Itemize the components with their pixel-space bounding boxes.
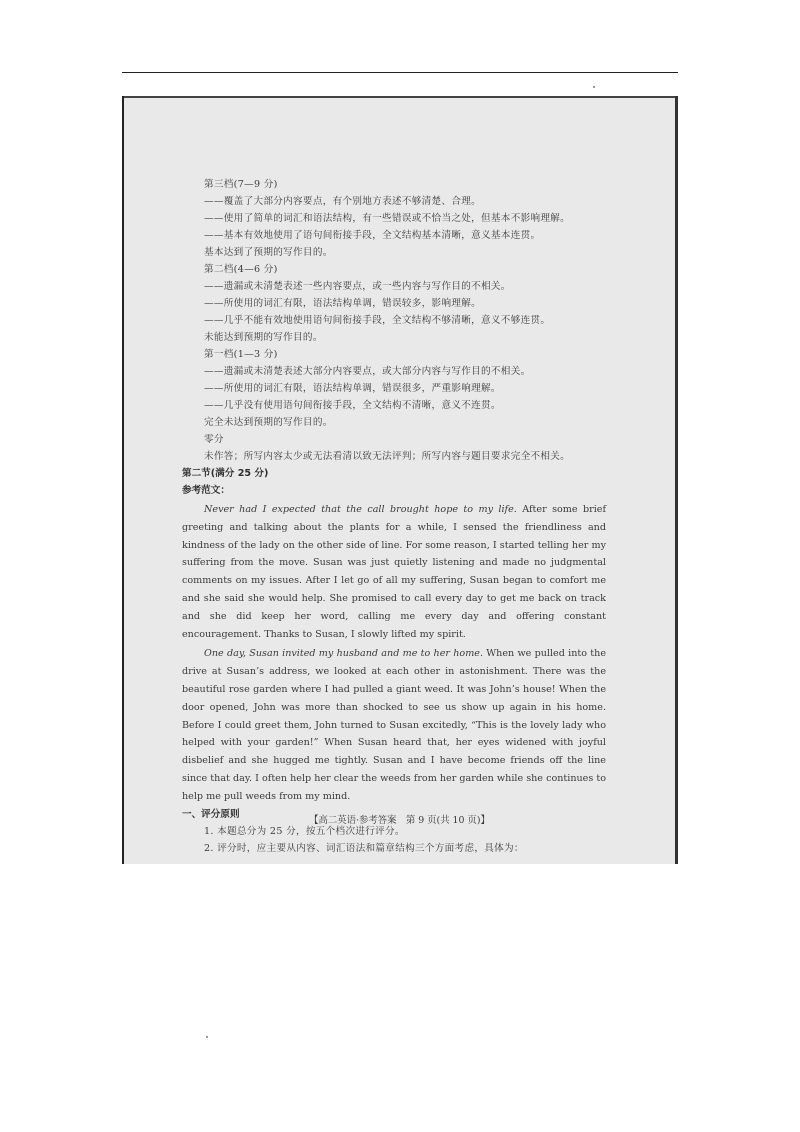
principles-heading: 一、评分原则	[182, 808, 240, 820]
scan-speck	[206, 1036, 208, 1038]
grade2-item: ——遗漏或未清楚表述一些内容要点，或一些内容与写作目的不相关。	[204, 281, 511, 292]
grade2-item: 未能达到预期的写作目的。	[204, 332, 323, 343]
grade1-title: 第一档(1—3 分)	[204, 349, 278, 360]
principles-item: 2. 评分时，应主要从内容、词汇语法和篇章结构三个方面考虑，具体为：	[204, 842, 524, 854]
answer-content	[182, 176, 606, 857]
sample-paragraph-1	[182, 501, 606, 643]
grade1-item: ——几乎没有使用语句间衔接手段，全文结构不清晰，意义不连贯。	[204, 400, 501, 411]
grade2-title: 第二档(4—6 分)	[204, 264, 278, 275]
grade3-item: ——覆盖了大部分内容要点，有个别地方表述不够清楚、合理。	[204, 196, 482, 207]
paragraph-lead: One day, Susan invited my husband and me to her home.	[204, 648, 484, 660]
scan-speck	[593, 86, 595, 88]
grade1-item: ——所使用的词汇有限，语法结构单调，错误很多，严重影响理解。	[204, 383, 501, 394]
scan-edge	[124, 96, 675, 98]
paragraph-body: After some brief greeting and talking about the plants for a while, I sensed the friendliness and kindness of the lady on the other side of line. For some reason, I started telling her my suffering from the move. Susan was just quietly listening and made no judgmental comments on my issues. After I let go of all my suffering, Susan began to comfort me and she said she would help. She promised to call every day to get me back on track and she did keep her word, calling me every day and offering constant encouragement. Thanks to Susan, I slowly lifted my spirit.	[182, 504, 606, 640]
grade1-item: 完全未达到预期的写作目的。	[204, 417, 333, 428]
sample-paragraph-2	[182, 645, 606, 805]
paragraph-lead: Never had I expected that the call brought hope to my life.	[204, 504, 517, 515]
zero-text: 未作答；所写内容太少或无法看清以致无法评判；所写内容与题目要求完全不相关。	[204, 451, 571, 462]
zero-title: 零分	[204, 434, 224, 445]
grade3-item: ——基本有效地使用了语句间衔接手段，全文结构基本清晰，意义基本连贯。	[204, 230, 541, 241]
top-rule	[122, 72, 678, 73]
page-footer: 【高二英语·参考答案 第 9 页(共 10 页)】	[309, 815, 490, 826]
scanned-page	[122, 96, 678, 864]
grade3-title: 第三档(7—9 分)	[204, 179, 278, 190]
section-heading: 第二节(满分 25 分)	[182, 468, 269, 479]
sample-label: 参考范文：	[182, 485, 230, 496]
paragraph-body: When we pulled into the drive at Susan’s address, we looked at each other in astonishment. There was the beautiful rose garden where I had pulled a giant weed. It was John’s house! When the door opened, John was more than shocked to see us show up again in his home. Before I could greet them, John turned to Susan excitedly, “This is the lovely lady who helped with your garden!” When Susan heard that, her eyes widened with joyful disbelief and she hugged me tightly. Susan and I have become friends off the line since that day. I often help her clear the weeds from her garden while she continues to help me pull weeds from my mind.	[182, 648, 606, 802]
grade1-item: ——遗漏或未清楚表述大部分内容要点，或大部分内容与写作目的不相关。	[204, 366, 531, 377]
principles-item: 1. 本题总分为 25 分，按五个档次进行评分。	[204, 825, 405, 837]
grade3-item: 基本达到了预期的写作目的。	[204, 247, 333, 258]
grade2-item: ——所使用的词汇有限，语法结构单调，错误较多，影响理解。	[204, 298, 482, 309]
grade2-item: ——几乎不能有效地使用语句间衔接手段，全文结构不够清晰，意义不够连贯。	[204, 315, 551, 326]
grade3-item: ——使用了简单的词汇和语法结构，有一些错误或不恰当之处，但基本不影响理解。	[204, 213, 571, 224]
